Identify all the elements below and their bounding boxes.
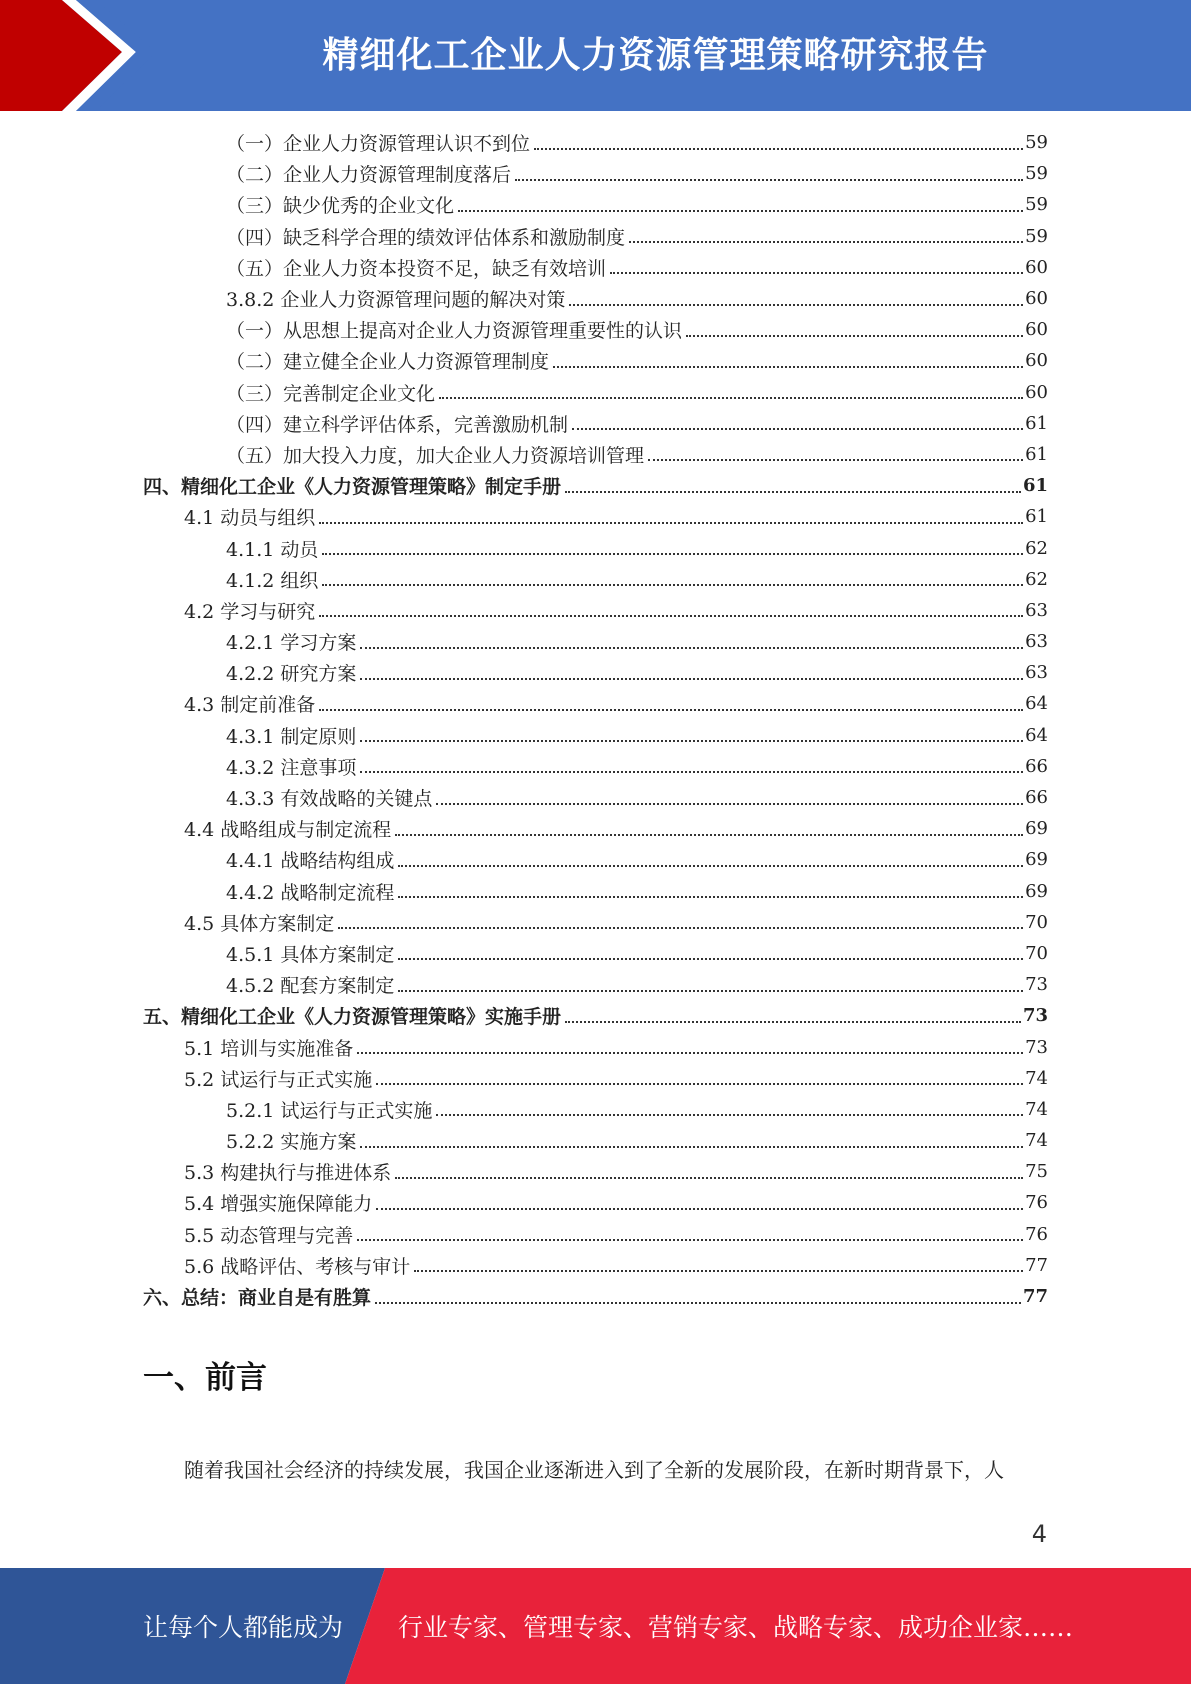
toc-entry[interactable] bbox=[0, 189, 1191, 220]
toc-dot-leader bbox=[319, 615, 1023, 617]
toc-entry[interactable] bbox=[0, 564, 1191, 595]
toc-dot-leader bbox=[357, 1052, 1023, 1054]
page-number: 4 bbox=[1031, 1520, 1047, 1548]
toc-entry-title: （三）完善制定企业文化 bbox=[226, 382, 436, 405]
toc-entry-page: 63 bbox=[1025, 599, 1048, 621]
toc-dot-leader bbox=[398, 990, 1023, 992]
toc-entry[interactable] bbox=[0, 876, 1191, 907]
toc-entry-title: 4.2.1 学习方案 bbox=[226, 632, 357, 655]
toc-entry-page: 73 bbox=[1022, 1005, 1048, 1027]
toc-entry[interactable] bbox=[0, 657, 1191, 688]
toc-entry-title: 四、精细化工企业《人力资源管理策略》制定手册 bbox=[143, 476, 562, 499]
toc-entry-title: （一）企业人力资源管理认识不到位 bbox=[226, 133, 531, 156]
toc-entry-title: 3.8.2 企业人力资源管理问题的解决对策 bbox=[226, 289, 566, 312]
document-title: 精细化工企业人力资源管理策略研究报告 bbox=[322, 34, 989, 76]
toc-entry-page: 69 bbox=[1025, 880, 1048, 902]
toc-entry-page: 77 bbox=[1025, 1254, 1048, 1276]
toc-entry-title: 5.5 动态管理与完善 bbox=[184, 1224, 354, 1247]
toc-entry-page: 59 bbox=[1025, 194, 1048, 216]
toc-dot-leader bbox=[648, 459, 1023, 461]
toc-entry[interactable] bbox=[0, 626, 1191, 657]
toc-dot-leader bbox=[436, 803, 1023, 805]
toc-entry-page: 70 bbox=[1025, 911, 1048, 933]
toc-dot-leader bbox=[515, 179, 1023, 181]
toc-entry-title: 六、总结：商业自是有胜算 bbox=[143, 1287, 372, 1310]
toc-entry-title: 4.4.1 战略结构组成 bbox=[226, 850, 395, 873]
toc-entry-page: 61 bbox=[1022, 475, 1048, 497]
toc-dot-leader bbox=[553, 366, 1023, 368]
toc-dot-leader bbox=[458, 210, 1023, 212]
toc-dot-leader bbox=[629, 241, 1023, 243]
toc-entry-page: 77 bbox=[1022, 1286, 1048, 1308]
toc-dot-leader bbox=[322, 553, 1023, 555]
toc-entry-title: 4.3.3 有效战略的关键点 bbox=[226, 788, 433, 811]
toc-entry[interactable] bbox=[0, 1250, 1191, 1281]
toc-entry-page: 59 bbox=[1025, 225, 1048, 247]
toc-entry-page: 61 bbox=[1025, 412, 1048, 434]
toc-entry-page: 59 bbox=[1025, 163, 1048, 185]
toc-entry-page: 69 bbox=[1025, 818, 1048, 840]
toc-dot-leader bbox=[686, 335, 1023, 337]
toc-entry[interactable] bbox=[0, 1187, 1191, 1218]
body-paragraph: 随着我国社会经济的持续发展，我国企业逐渐进入到了全新的发展阶段，在新时期背景下，人 bbox=[184, 1458, 1004, 1482]
toc-entry-page: 64 bbox=[1025, 693, 1048, 715]
toc-entry-title: 4.3 制定前准备 bbox=[184, 694, 316, 717]
toc-entry-title: 4.5.1 具体方案制定 bbox=[226, 943, 395, 966]
toc-entry-page: 63 bbox=[1025, 631, 1048, 653]
toc-entry-title: 4.3.2 注意事项 bbox=[226, 756, 357, 779]
toc-entry-title: （四）建立科学评估体系，完善激励机制 bbox=[226, 413, 569, 436]
toc-entry-page: 61 bbox=[1025, 443, 1048, 465]
toc-entry-title: （四）缺乏科学合理的绩效评估体系和激励制度 bbox=[226, 226, 626, 249]
toc-entry-title: （五）企业人力资本投资不足，缺乏有效培训 bbox=[226, 257, 607, 280]
toc-entry-page: 62 bbox=[1025, 537, 1048, 559]
toc-entry[interactable] bbox=[0, 969, 1191, 1000]
toc-entry-page: 60 bbox=[1025, 381, 1048, 403]
toc-entry-title: 5.2 试运行与正式实施 bbox=[184, 1068, 373, 1091]
section-heading: 一、前言 bbox=[143, 1360, 267, 1396]
toc-entry-title: （五）加大投入力度，加大企业人力资源培训管理 bbox=[226, 444, 645, 467]
toc-entry-title: 4.1.1 动员 bbox=[226, 538, 319, 561]
toc-dot-leader bbox=[322, 584, 1023, 586]
toc-entry[interactable] bbox=[0, 501, 1191, 532]
toc-entry-page: 62 bbox=[1025, 568, 1048, 590]
toc-entry[interactable] bbox=[0, 844, 1191, 875]
toc-entry[interactable] bbox=[0, 158, 1191, 189]
toc-dot-leader bbox=[357, 1239, 1023, 1241]
toc-entry[interactable] bbox=[0, 938, 1191, 969]
toc-entry-title: 4.3.1 制定原则 bbox=[226, 725, 357, 748]
toc-entry-title: 4.1.2 组织 bbox=[226, 569, 319, 592]
toc-entry-page: 66 bbox=[1025, 755, 1048, 777]
toc-entry-page: 76 bbox=[1025, 1192, 1048, 1214]
toc-dot-leader bbox=[319, 709, 1023, 711]
toc-entry[interactable] bbox=[0, 377, 1191, 408]
toc-dot-leader bbox=[395, 1177, 1023, 1179]
toc-entry[interactable] bbox=[0, 907, 1191, 938]
toc-entry-title: 5.6 战略评估、考核与审计 bbox=[184, 1255, 411, 1278]
toc-entry-page: 74 bbox=[1025, 1130, 1048, 1152]
toc-entry-page: 76 bbox=[1025, 1223, 1048, 1245]
toc-dot-leader bbox=[360, 1146, 1023, 1148]
toc-entry[interactable] bbox=[0, 252, 1191, 283]
toc-entry-page: 73 bbox=[1025, 974, 1048, 996]
toc-entry[interactable] bbox=[0, 813, 1191, 844]
toc-dot-leader bbox=[360, 647, 1023, 649]
toc-entry[interactable] bbox=[0, 345, 1191, 376]
footer-banner bbox=[0, 1568, 1191, 1684]
toc-dot-leader bbox=[395, 834, 1023, 836]
toc-entry[interactable] bbox=[0, 688, 1191, 719]
toc-entry-page: 75 bbox=[1025, 1161, 1048, 1183]
header-bar bbox=[0, 0, 1191, 111]
toc-entry-title: 4.4 战略组成与制定流程 bbox=[184, 819, 392, 842]
toc-entry[interactable] bbox=[0, 470, 1191, 501]
toc-entry-title: 4.2.2 研究方案 bbox=[226, 663, 357, 686]
toc-dot-leader bbox=[375, 1302, 1021, 1304]
toc-entry[interactable] bbox=[0, 720, 1191, 751]
toc-entry[interactable] bbox=[0, 1156, 1191, 1187]
toc-entry-title: （二）建立健全企业人力资源管理制度 bbox=[226, 351, 550, 374]
toc-entry-title: 五、精细化工企业《人力资源管理策略》实施手册 bbox=[143, 1006, 562, 1029]
toc-dot-leader bbox=[569, 304, 1023, 306]
toc-entry-title: 4.5.2 配套方案制定 bbox=[226, 975, 395, 998]
toc-entry-page: 63 bbox=[1025, 662, 1048, 684]
toc-entry-title: 4.5 具体方案制定 bbox=[184, 912, 335, 935]
toc-entry-title: （二）企业人力资源管理制度落后 bbox=[226, 164, 512, 187]
toc-entry-title: （一）从思想上提高对企业人力资源管理重要性的认识 bbox=[226, 320, 683, 343]
toc-dot-leader bbox=[534, 148, 1023, 150]
toc-entry[interactable] bbox=[0, 408, 1191, 439]
toc-entry-page: 73 bbox=[1025, 1036, 1048, 1058]
footer-slogan-left: 让每个人都能成为 bbox=[143, 1613, 344, 1642]
toc-entry[interactable] bbox=[0, 439, 1191, 470]
toc-entry-title: 5.2.1 试运行与正式实施 bbox=[226, 1099, 433, 1122]
toc-entry-page: 74 bbox=[1025, 1098, 1048, 1120]
toc-entry[interactable] bbox=[0, 1219, 1191, 1250]
toc-entry[interactable] bbox=[0, 1094, 1191, 1125]
toc-entry-title: 4.1 动员与组织 bbox=[184, 507, 316, 530]
toc-entry[interactable] bbox=[0, 1000, 1191, 1031]
toc-dot-leader bbox=[398, 865, 1023, 867]
toc-entry-page: 69 bbox=[1025, 849, 1048, 871]
toc-entry-page: 60 bbox=[1025, 350, 1048, 372]
toc-entry[interactable] bbox=[0, 532, 1191, 563]
toc-entry[interactable] bbox=[0, 1125, 1191, 1156]
toc-dot-leader bbox=[610, 272, 1023, 274]
toc-entry[interactable] bbox=[0, 221, 1191, 252]
toc-entry-title: 5.2.2 实施方案 bbox=[226, 1131, 357, 1154]
toc-dot-leader bbox=[565, 1021, 1021, 1023]
toc-entry[interactable] bbox=[0, 751, 1191, 782]
toc-entry[interactable] bbox=[0, 1281, 1191, 1312]
toc-dot-leader bbox=[414, 1270, 1023, 1272]
toc-entry[interactable] bbox=[0, 1063, 1191, 1094]
toc-entry-title: 4.2 学习与研究 bbox=[184, 600, 316, 623]
toc-entry-page: 74 bbox=[1025, 1067, 1048, 1089]
toc-entry-page: 70 bbox=[1025, 942, 1048, 964]
toc-entry[interactable] bbox=[0, 314, 1191, 345]
toc-entry[interactable] bbox=[0, 595, 1191, 626]
toc-dot-leader bbox=[360, 678, 1023, 680]
table-of-contents bbox=[0, 127, 1191, 1312]
toc-dot-leader bbox=[565, 491, 1021, 493]
toc-entry-title: 5.4 增强实施保障能力 bbox=[184, 1193, 373, 1216]
toc-entry[interactable] bbox=[0, 782, 1191, 813]
toc-dot-leader bbox=[398, 958, 1023, 960]
toc-entry-page: 61 bbox=[1025, 506, 1048, 528]
toc-dot-leader bbox=[338, 927, 1023, 929]
toc-entry[interactable] bbox=[0, 127, 1191, 158]
toc-dot-leader bbox=[439, 397, 1023, 399]
toc-entry[interactable] bbox=[0, 283, 1191, 314]
toc-entry-page: 66 bbox=[1025, 787, 1048, 809]
header-arrow-decoration bbox=[0, 0, 160, 111]
toc-dot-leader bbox=[319, 522, 1023, 524]
toc-entry-title: （三）缺少优秀的企业文化 bbox=[226, 195, 455, 218]
toc-entry-title: 5.1 培训与实施准备 bbox=[184, 1037, 354, 1060]
toc-dot-leader bbox=[436, 1114, 1023, 1116]
toc-dot-leader bbox=[572, 428, 1023, 430]
toc-dot-leader bbox=[360, 740, 1023, 742]
toc-entry-page: 64 bbox=[1025, 724, 1048, 746]
toc-entry[interactable] bbox=[0, 1031, 1191, 1062]
toc-dot-leader bbox=[376, 1208, 1023, 1210]
toc-dot-leader bbox=[360, 771, 1023, 773]
toc-entry-page: 60 bbox=[1025, 319, 1048, 341]
toc-entry-page: 60 bbox=[1025, 256, 1048, 278]
toc-entry-page: 59 bbox=[1025, 132, 1048, 154]
toc-dot-leader bbox=[376, 1083, 1023, 1085]
toc-dot-leader bbox=[398, 896, 1023, 898]
toc-entry-title: 4.4.2 战略制定流程 bbox=[226, 881, 395, 904]
toc-entry-page: 60 bbox=[1025, 288, 1048, 310]
toc-entry-title: 5.3 构建执行与推进体系 bbox=[184, 1162, 392, 1185]
footer-slogan-right: 行业专家、管理专家、营销专家、战略专家、成功企业家…… bbox=[398, 1613, 1074, 1642]
